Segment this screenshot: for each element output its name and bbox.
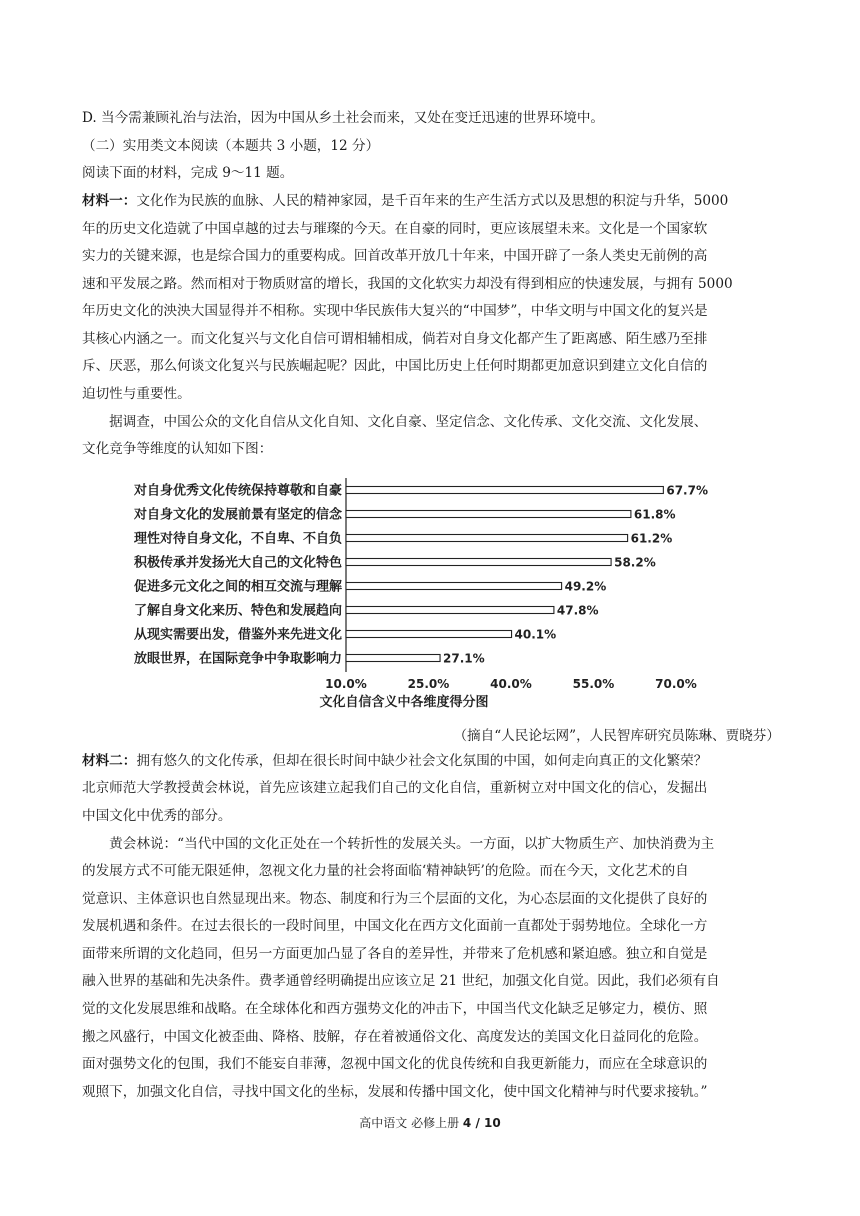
material1-text: 文化作为民族的血脉、人民的精神家园，是千百年来的生产生活方式以及思想的积淀与升华，5000 <box>136 193 729 209</box>
material1-line: 实力的关键来源，也是综合国力的重要构成。回首改革开放几十年来，中国开辟了一条人类史无前例的高 <box>82 248 708 264</box>
x-tick-label: 10.0% <box>325 677 367 691</box>
bar <box>346 535 628 542</box>
material1-line: 斥、厌恶，那么何谈文化复兴与民族崛起呢？因此，中国比历史上任何时期都更加意识到建立文化自信的 <box>82 358 708 374</box>
material2-line: 观照下，加强文化自信，寻找中国文化的坐标，发展和传播中国文化，使中国文化精神与时代要求接轨。” <box>82 1084 708 1100</box>
material2-line: 搬之风盛行，中国文化被歪曲、降格、肢解，存在着被通俗文化、高度发达的美国文化日益同化的危险。 <box>82 1029 708 1045</box>
footer-text: 高中语文 必修上册 <box>359 1116 463 1130</box>
x-tick-label: 40.0% <box>490 677 532 691</box>
material1-line: 据调查，中国公众的文化自信从文化自知、文化自豪、坚定信念、文化传承、文化交流、文化发展、 <box>82 414 708 430</box>
bar <box>346 559 611 566</box>
x-axis-title: 文化自信含义中各维度得分图 <box>319 695 489 710</box>
page-footer <box>0 1114 860 1131</box>
data-label: 58.2% <box>614 555 656 570</box>
data-label: 47.8% <box>556 603 599 618</box>
material2-line: 觉的文化发展思维和战略。在全球体化和西方强势文化的冲击下，中国当代文化缺乏足够定力，模仿、照 <box>82 1001 708 1017</box>
bar <box>346 607 554 614</box>
x-tick-label: 55.0% <box>572 677 615 691</box>
data-label: 61.2% <box>630 531 673 546</box>
material1-line: 年的历史文化造就了中国卓越的过去与璀璨的今天。在自豪的同时，更应该展望未来。文化是一个国家软 <box>82 221 708 237</box>
option-d: D. 当今需兼顾礼治与法治，因为中国从乡土社会而来，又处在变迁迅速的世界环境中。 <box>82 110 605 126</box>
material2-line <box>82 751 782 771</box>
material1-line: 迫切性与重要性。 <box>82 386 191 402</box>
category-label: 对自身文化的发展前景有坚定的信念 <box>133 507 342 523</box>
material1-label: 材料一： <box>82 193 137 209</box>
material2-line: 面对强势文化的包围，我们不能妄自菲薄，忽视中国文化的优良传统和自我更新能力，而应在全球意识的 <box>82 1056 708 1072</box>
data-label: 49.2% <box>564 579 607 594</box>
material2-line: 的发展方式不可能无限延伸，忽视文化力量的社会将面临‘精神缺钙’的危险。而在今天，文化艺术的自 <box>82 863 689 879</box>
data-label: 27.1% <box>443 651 485 666</box>
x-tick-label: 70.0% <box>655 677 697 691</box>
bar <box>346 583 562 590</box>
material2-line: 北京师范大学教授黄会林说，首先应该建立起我们自己的文化自信，重新树立对中国文化的信心，发掘出 <box>82 780 708 796</box>
material2-line: 觉意识、主体意识也自然显现出来。物态、制度和行为三个层面的文化，为心态层面的文化提供了良好的 <box>82 891 708 907</box>
bar <box>346 631 512 638</box>
material1-line: 年历史文化的泱泱大国显得并不相称。实现中华民族伟大复兴的“中国梦”，中华文明与中国文化的复兴是 <box>82 303 708 319</box>
category-label: 积极传承并发扬光大自己的文化特色 <box>133 555 342 571</box>
instruction: 阅读下面的材料，完成 9～11 题。 <box>82 165 294 181</box>
category-label: 从现实需要出发，借鉴外来先进文化 <box>133 627 342 643</box>
material2-line: 中国文化中优秀的部分。 <box>82 808 232 824</box>
section-heading: （二）实用类文本阅读（本题共 3 小题，12 分） <box>82 138 380 154</box>
data-label: 40.1% <box>514 627 557 642</box>
source-citation: （摘自“人民论坛网”，人民智库研究员陈琳、贾晓芬） <box>453 728 780 744</box>
category-label: 促进多元文化之间的相互交流与理解 <box>133 579 342 595</box>
material1-line: 速和平发展之路。然而相对于物质财富的增长，我国的文化软实力却没有得到相应的快速发展，与拥有 5000 <box>82 276 733 292</box>
material1-line <box>82 191 782 211</box>
material2-line: 黄会林说：“当代中国的文化正处在一个转折性的发展关头。一方面，以扩大物质生产、加快消费为主 <box>82 836 715 852</box>
material2-label: 材料二： <box>82 753 137 769</box>
bar <box>346 655 440 662</box>
material2-line: 融入世界的基础和先决条件。费孝通曾经明确提出应该立足 21 世纪，加强文化自觉。因此，我们必须有自 <box>82 973 720 989</box>
bar <box>346 487 663 494</box>
material1-line: 其核心内涵之一。而文化复兴与文化自信可谓相辅相成，倘若对自身文化都产生了距离感、陌生感乃至排 <box>82 331 708 347</box>
material2-line: 发展机遇和条件。在过去很长的一段时间里，中国文化在西方文化面前一直都处于弱势地位。全球化一方 <box>82 918 708 934</box>
data-label: 61.8% <box>633 507 676 522</box>
category-label: 了解自身文化来历、特色和发展趋向 <box>133 603 342 619</box>
bar <box>346 511 631 518</box>
material1-line: 文化竞争等维度的认知如下图： <box>82 441 273 457</box>
data-label: 67.7% <box>666 483 708 498</box>
bar-chart <box>110 472 710 720</box>
category-label: 放眼世界，在国际竞争中争取影响力 <box>133 651 342 667</box>
material2-line: 面带来所谓的文化趋同，但另一方面更加凸显了各自的差异性，并带来了危机感和紧迫感。独立和自觉是 <box>82 946 708 962</box>
material2-text: 拥有悠久的文化传承，但却在很长时间中缺少社会文化氛围的中国，如何走向真正的文化繁荣？ <box>136 753 708 769</box>
category-label: 对自身优秀文化传统保持尊敬和自豪 <box>133 483 342 499</box>
x-tick-label: 25.0% <box>407 677 450 691</box>
page-number: 4 / 10 <box>462 1116 501 1130</box>
category-label: 理性对待自身文化，不自卑、不自负 <box>133 531 342 547</box>
